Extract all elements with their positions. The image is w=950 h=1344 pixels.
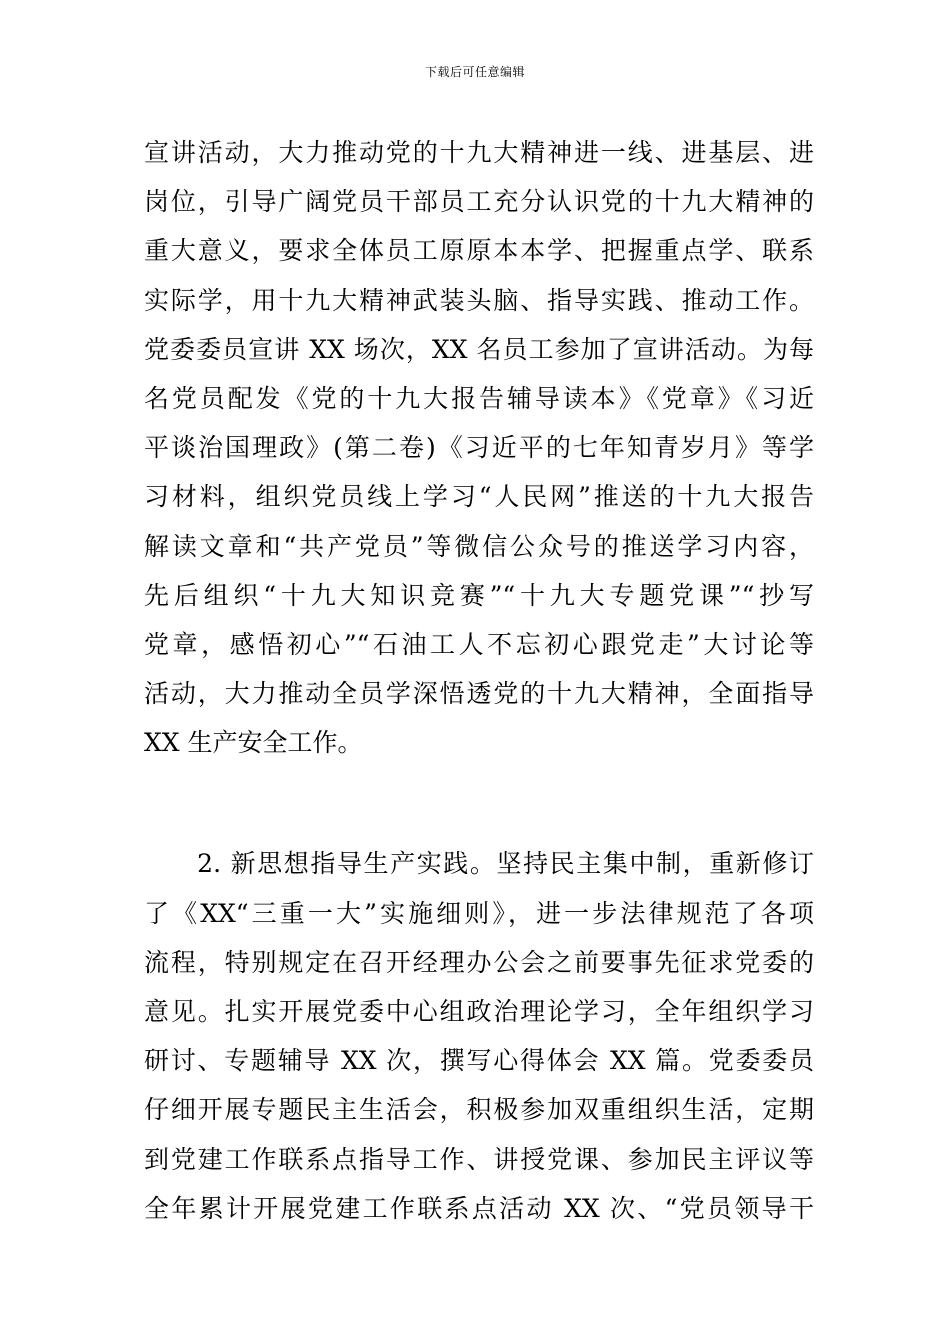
text-line: 习材料，组织党员线上学习“人民网”推送的十九大报告 [144,482,814,512]
text-line: 名党员配发《党的十九大报告辅导读本》《党章》《习近 [144,383,814,413]
text-line: 流程，特别规定在召开经理办公会之前要事先征求党委的 [144,947,814,977]
text-line: 仔细开展专题民主生活会，积极参加双重组织生活，定期 [144,1095,814,1125]
text-line: 党委委员宣讲 XX 场次，XX 名员工参加了宣讲活动。为每 [144,334,814,364]
text-line: 到党建工作联系点指导工作、讲授党课、参加民主评议等 [144,1144,814,1174]
text-line: 研讨、专题辅导 XX 次，撰写心得体会 XX 篇。党委委员 [144,1046,814,1076]
text-line: 了《XX“三重一大”实施细则》，进一步法律规范了各项 [144,898,814,928]
text-line: 宣讲活动，大力推动党的十九大精神进一线、进基层、进 [144,138,814,167]
paragraph-gap [144,767,814,839]
paragraph-2 [144,839,814,1233]
paragraph-1 [144,128,814,767]
text-line: 解读文章和“共产党员”等微信公众号的推送学习内容， [144,531,814,561]
text-line-first: 2. 新思想指导生产实践。坚持民主集中制，重新修订 [144,849,814,879]
text-line: 先后组织“十九大知识竞赛”“十九大专题党课”“抄写 [144,580,814,610]
text-line: 意见。扎实开展党委中心组政治理论学习，全年组织学习 [144,997,814,1026]
text-line-last: XX 生产安全工作。 [144,728,363,758]
text-line: 重大意义，要求全体员工原原本本学、把握重点学、联系 [144,236,814,266]
text-line: 岗位，引导广阔党员干部员工充分认识党的十九大精神的 [144,187,814,217]
text-line: 全年累计开展党建工作联系点活动 XX 次、“党员领导干 [144,1193,814,1223]
text-line: 平谈治国理政》(第二卷)《习近平的七年知青岁月》等学 [144,433,814,463]
document-body [144,128,814,1233]
page-header: 下载后可任意编辑 [424,65,525,79]
text-line: 实际学，用十九大精神武装头脑、指导实践、推动工作。 [144,285,814,315]
text-line: 党章，感悟初心”“石油工人不忘初心跟党走”大讨论等 [144,629,814,659]
text-line: 活动，大力推动全员学深悟透党的十九大精神，全面指导 [144,679,814,709]
